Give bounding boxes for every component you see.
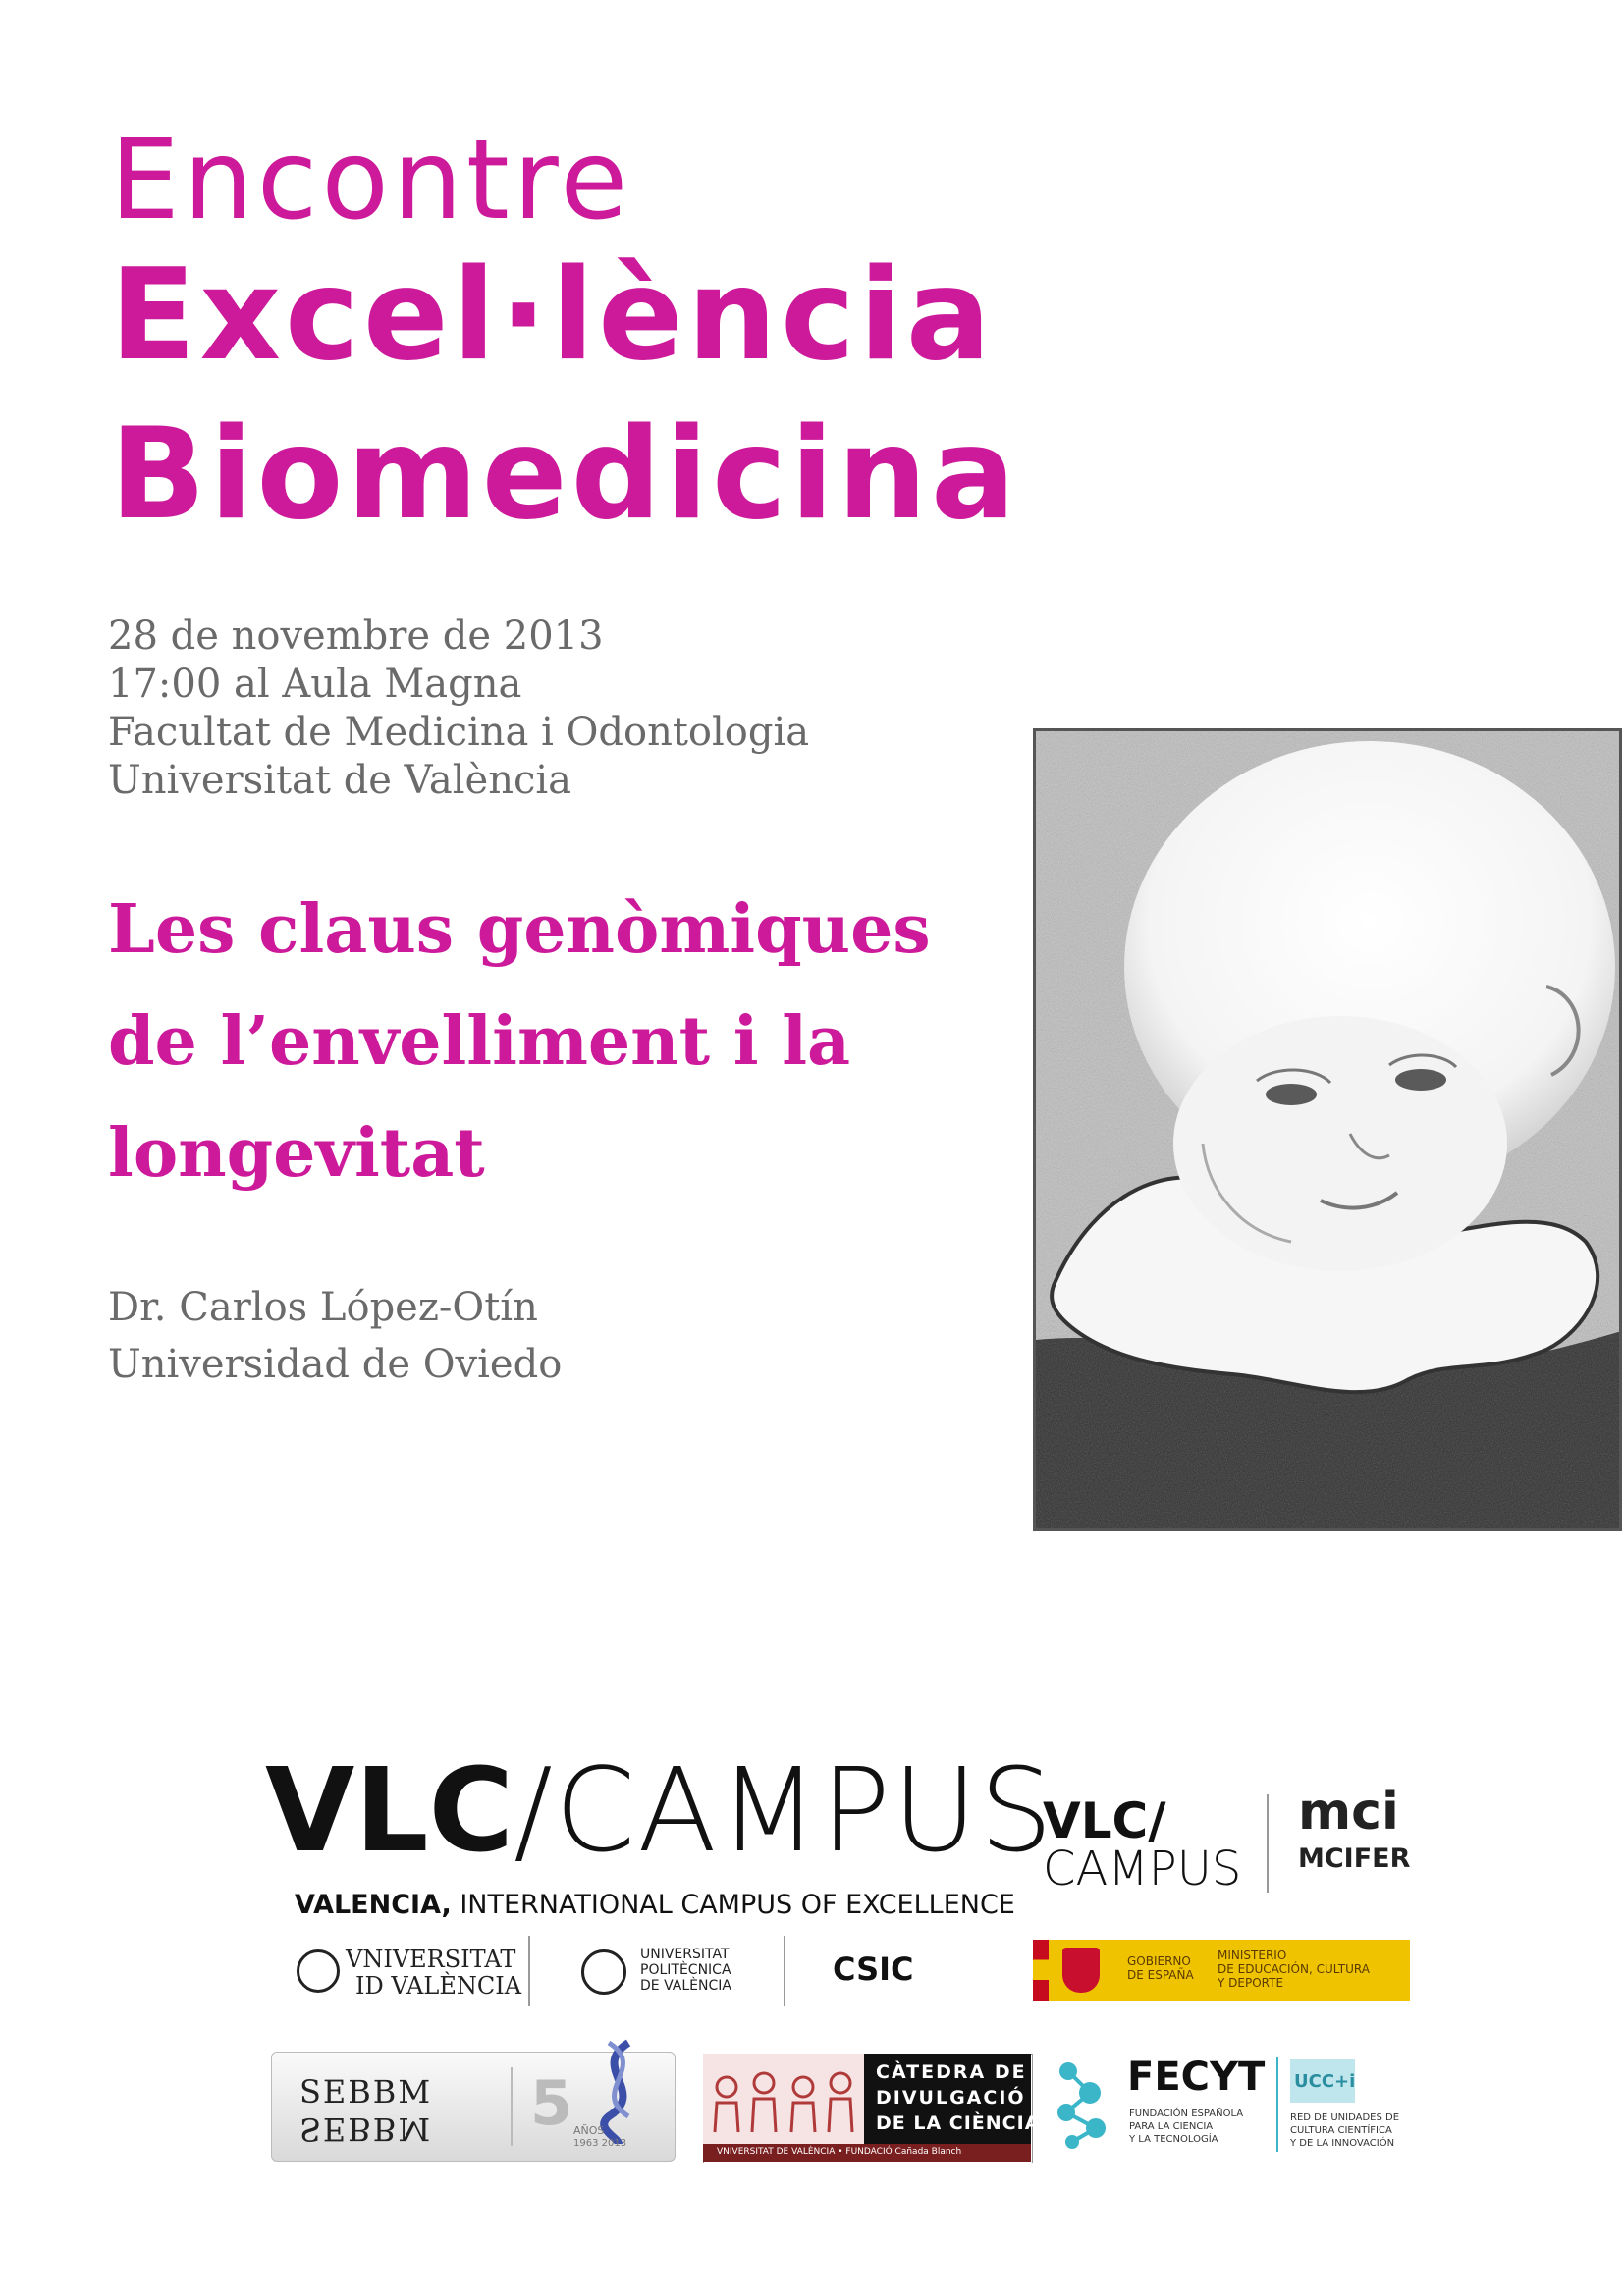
title-line-excellencia: Excel·lència	[110, 242, 996, 389]
years-label: 1963 2013	[573, 2138, 627, 2149]
event-faculty: Facultat de Medicina i Odontologia	[108, 710, 810, 755]
vlc-campus-logo	[265, 1742, 1056, 1878]
vlc-tagline-rest: INTERNATIONAL CAMPUS OF EXCELLENCE	[451, 1890, 1015, 1920]
upv-logo-line3: DE VALÈNCIA	[640, 1978, 731, 1994]
divider	[784, 1936, 785, 2006]
child-portrait-image	[1033, 728, 1622, 1531]
event-date: 28 de novembre de 2013	[108, 614, 604, 659]
divider	[528, 1936, 530, 2006]
title-line-biomedicina: Biomedicina	[110, 401, 1020, 548]
anos-label: AÑOS	[573, 2124, 605, 2137]
fecyt-molecule-icon	[1051, 2057, 1113, 2152]
upv-logo-line2: POLITÈCNICA	[640, 1962, 731, 1978]
red-desc-3: Y DE LA INNOVACIÓN	[1290, 2138, 1395, 2149]
vlc-small-bold: VLC/	[1043, 1792, 1166, 1849]
red-desc-1: RED DE UNIDADES DE	[1290, 2112, 1400, 2123]
sebbm-text-mirrored: SEBBM	[299, 2110, 433, 2148]
catedra-line2: DIVULGACIÓ	[876, 2087, 1026, 2109]
gobierno-label-2: DE ESPAÑA	[1127, 1968, 1194, 1982]
uv-logo-line1: VNIVERSITAT	[346, 1946, 516, 1973]
spain-coat-of-arms-icon	[1062, 1948, 1100, 1993]
sebbm-text: SEBBM	[299, 2073, 433, 2110]
ministerio-label-2: DE EDUCACIÓN, CULTURA	[1218, 1962, 1370, 1976]
fecyt-logo: FECYT	[1127, 2055, 1266, 2100]
upv-seal-icon	[581, 1949, 626, 1995]
red-desc-2: CULTURA CIENTÍFICA	[1290, 2125, 1392, 2136]
gobierno-label-1: GOBIERNO	[1127, 1954, 1191, 1968]
ministerio-label-1: MINISTERIO	[1218, 1949, 1287, 1962]
fecyt-desc-3: Y LA TECNOLOGÍA	[1129, 2134, 1218, 2145]
divider	[511, 2067, 513, 2146]
vlc-logo-bold: VLC	[265, 1742, 514, 1878]
event-university: Universitat de València	[108, 758, 572, 803]
title-line-encontre: Encontre	[110, 117, 632, 244]
speaker-name: Dr. Carlos López-Otín	[108, 1285, 538, 1330]
catedra-figures-icon	[703, 2054, 864, 2144]
uv-logo-line2: ID VALÈNCIA	[355, 1972, 522, 2000]
divider	[1267, 1794, 1269, 1893]
vlc-campus-tagline	[295, 1890, 1015, 1920]
fecyt-desc-2: PARA LA CIENCIA	[1129, 2121, 1214, 2132]
catedra-footer-text: VNIVERSITAT DE VALÈNCIA • FUNDACIÓ Cañada Blanch	[717, 2147, 962, 2157]
speaker-affiliation: Universidad de Oviedo	[108, 1342, 563, 1387]
catedra-line3: DE LA CIÈNCIA	[876, 2112, 1041, 2134]
csic-logo: CSIC	[833, 1950, 914, 1988]
ministerio-label-3: Y DEPORTE	[1218, 1976, 1284, 1990]
event-time-place: 17:00 al Aula Magna	[108, 662, 522, 707]
talk-title: Les claus genòmiques de l’envelliment i la longevitat	[108, 890, 931, 1193]
mci-logo: mci	[1298, 1783, 1399, 1842]
ucc-logo-text: UCC+i	[1294, 2071, 1356, 2092]
mcifer-label: MCIFER	[1298, 1843, 1411, 1874]
fecyt-desc-1: FUNDACIÓN ESPAÑOLA	[1129, 2109, 1244, 2119]
uv-seal-icon	[297, 1949, 340, 1993]
vlc-logo-light: /CAMPUS	[514, 1742, 1056, 1878]
fifty-years-mark: 5	[530, 2067, 573, 2139]
catedra-line1: CÀTEDRA DE	[876, 2061, 1027, 2083]
vlc-tagline-bold: VALENCIA,	[295, 1890, 452, 1920]
upv-logo-line1: UNIVERSITAT	[640, 1947, 730, 1962]
spain-flag-icon	[1033, 1940, 1049, 2001]
divider	[1276, 2057, 1278, 2152]
vlc-small-campus: CAMPUS	[1043, 1842, 1242, 1896]
